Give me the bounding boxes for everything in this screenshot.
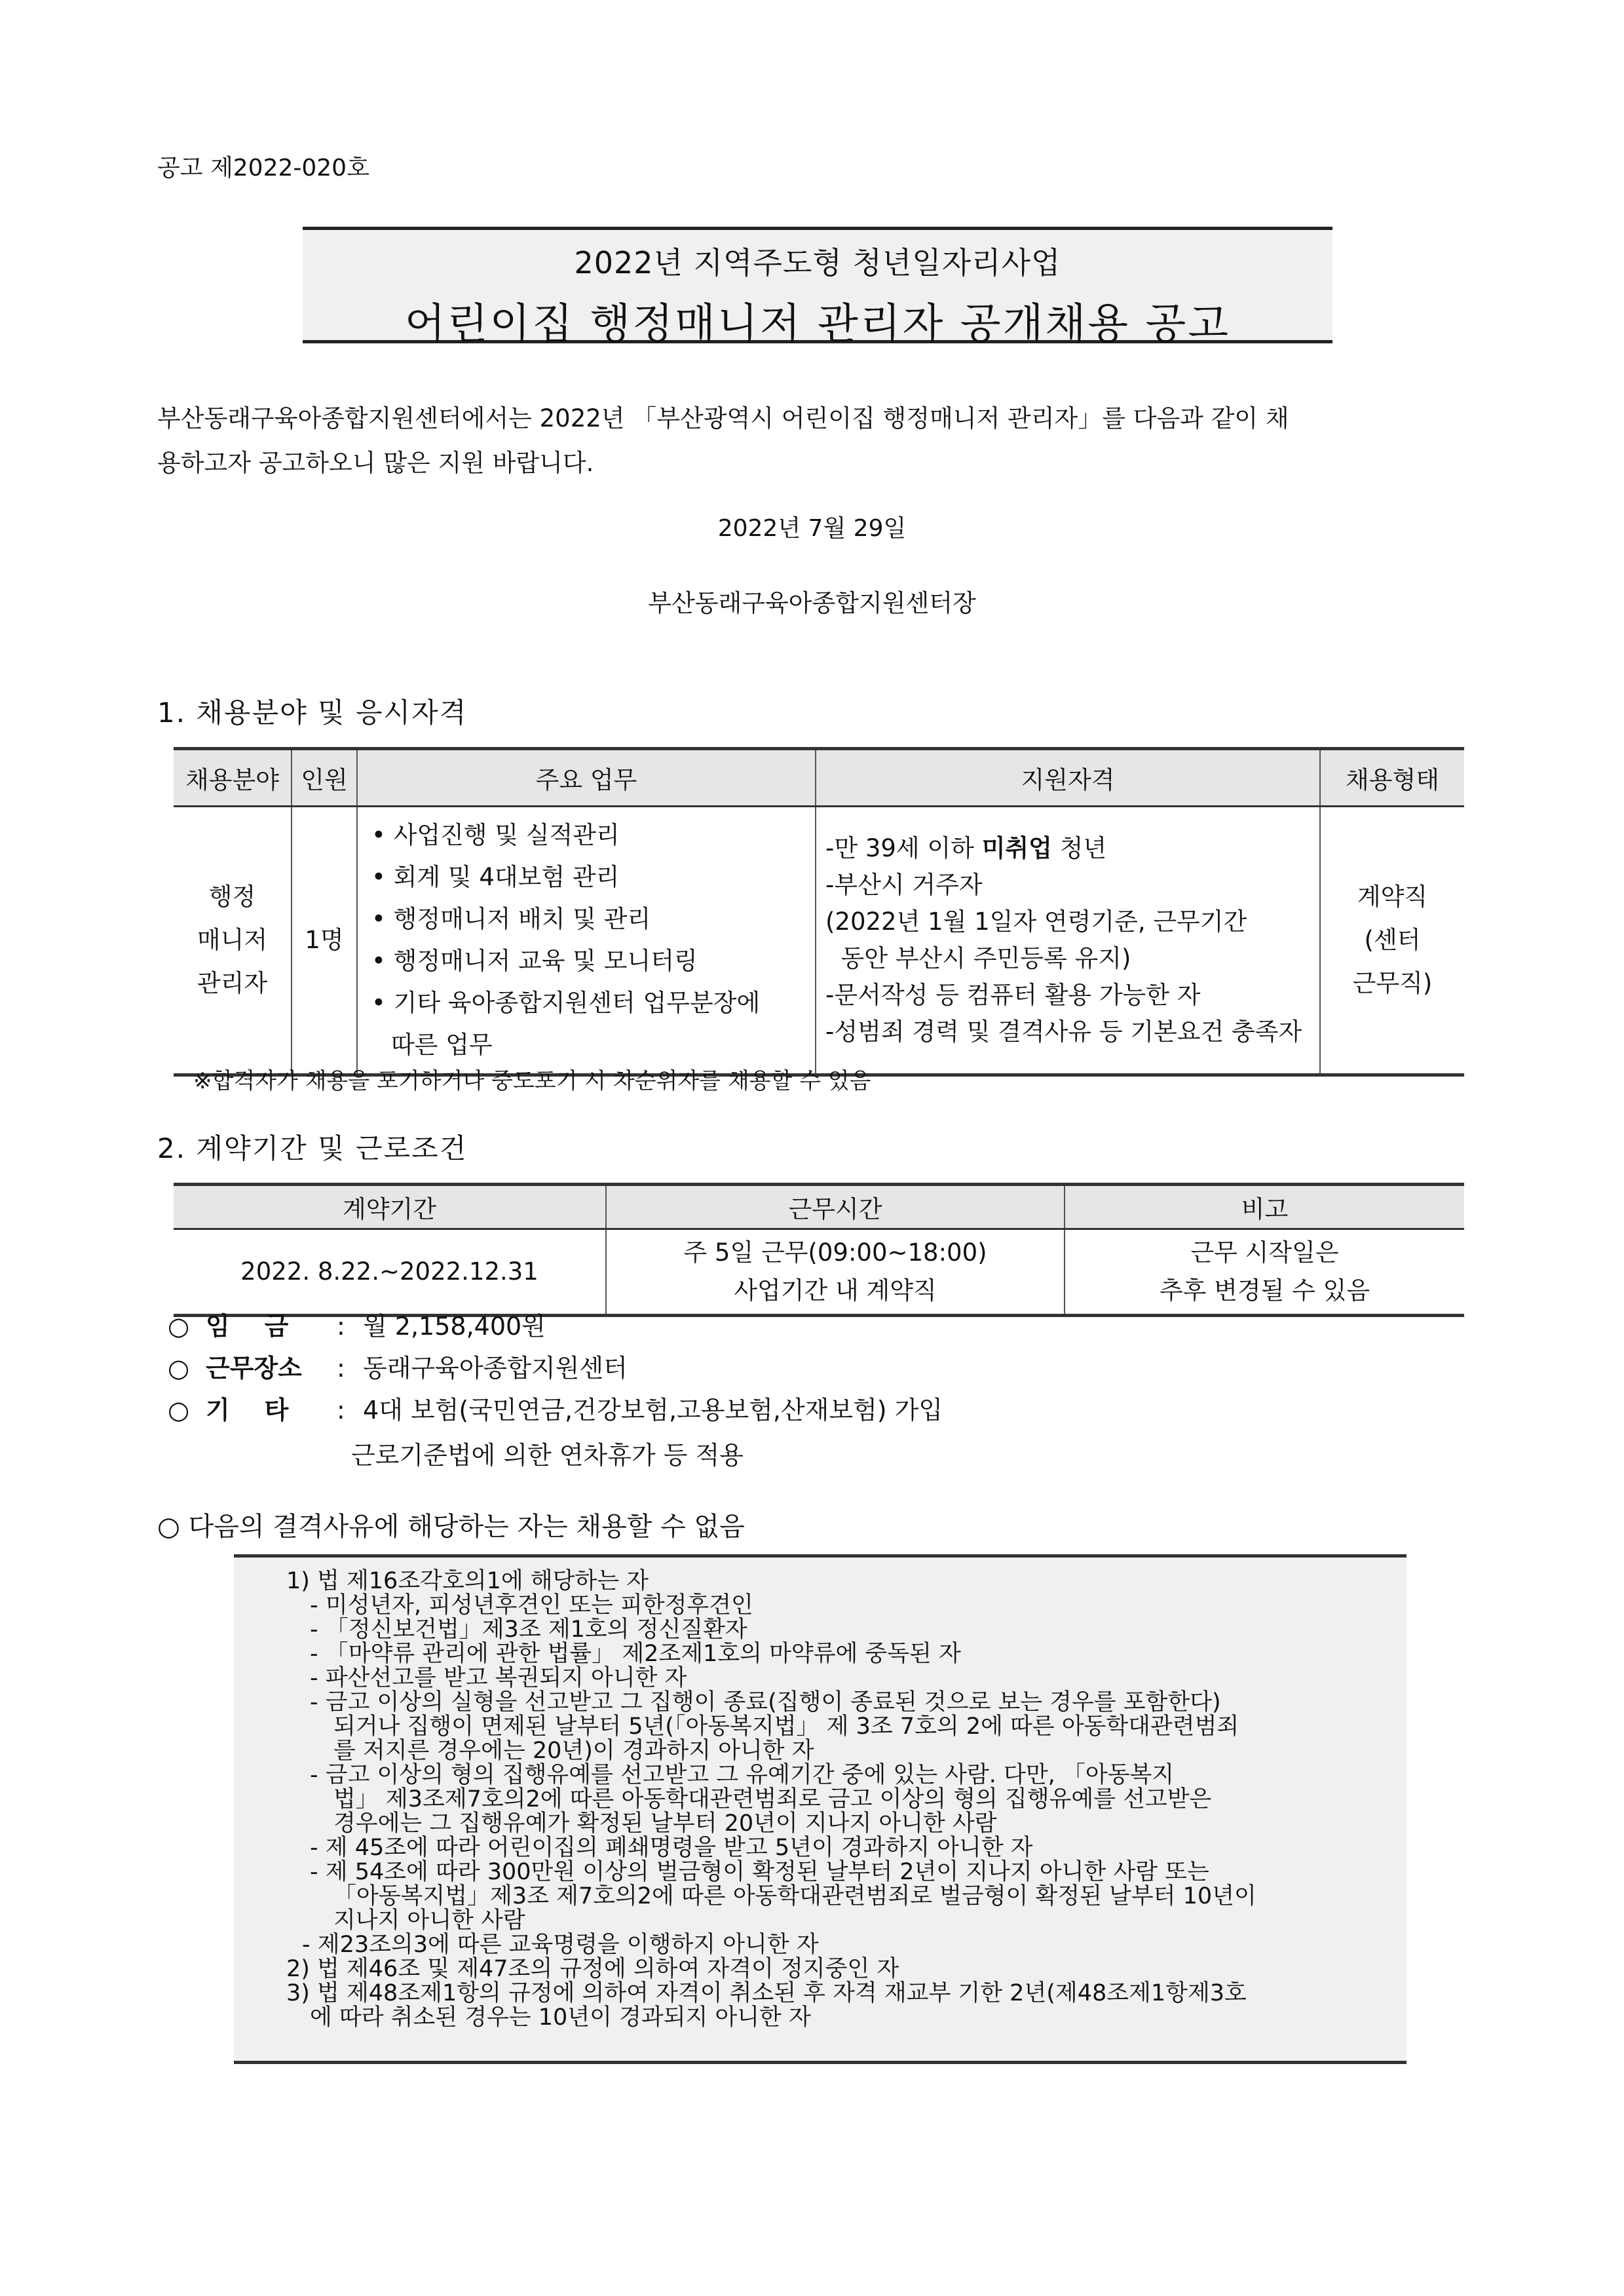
section-1-heading: 1. 채용분야 및 응시자격 bbox=[157, 697, 468, 729]
circle-bullet: ○ bbox=[168, 1354, 190, 1383]
list-item: • 회계 및 4대보험 관리 bbox=[371, 863, 620, 891]
circle-bullet: ○ bbox=[168, 1396, 190, 1425]
condition-other bbox=[168, 1391, 943, 1429]
notice-number: 공고 제2022-020호 bbox=[157, 155, 369, 182]
qual-bold: 미취업 bbox=[981, 834, 1052, 862]
condition-label: 임 금 bbox=[206, 1312, 289, 1341]
qualification-line: -문서작성 등 컴퓨터 활용 가능한 자 bbox=[825, 981, 1201, 1009]
colon: : bbox=[337, 1312, 345, 1341]
intro-line-1: 부산동래구육아종합지원센터에서는 2022년 「부산광역시 어린이집 행정매니저 관리자」를 다음과 같이 채 bbox=[157, 404, 1289, 432]
header-count: 인원 bbox=[292, 749, 357, 807]
list-item: • 기타 육아종합지원센터 업무분장에 bbox=[371, 989, 761, 1017]
recruitment-table bbox=[174, 747, 1464, 1077]
title-box bbox=[303, 227, 1332, 349]
disq-line: - 「정신보건법」제3조 제1호의 정신질환자 bbox=[310, 1617, 747, 1643]
section-2-heading: 2. 계약기간 및 근로조건 bbox=[157, 1132, 468, 1164]
disq-line: - 제 45조에 따라 어린이집의 폐쇄명령을 받고 5년이 경과하지 아니한 자 bbox=[310, 1835, 1033, 1861]
header-field: 채용분야 bbox=[174, 749, 292, 807]
disqualification-heading: ○ 다음의 결격사유에 해당하는 자는 채용할 수 없음 bbox=[157, 1512, 745, 1542]
type-line: 계약직 bbox=[1357, 883, 1428, 911]
field-line: 행정 bbox=[208, 883, 256, 911]
disq-line: - 「마약류 관리에 관한 법률」 제2조제1호의 마약류에 중독된 자 bbox=[310, 1641, 961, 1667]
condition-label: 근무장소 bbox=[206, 1354, 302, 1383]
header-qualifications: 지원자격 bbox=[816, 749, 1320, 807]
qualification-line: 동안 부산시 주민등록 유지) bbox=[825, 944, 1131, 972]
disq-line: 지나지 아니한 사람 bbox=[333, 1907, 525, 1934]
header-remarks: 비고 bbox=[1065, 1185, 1464, 1229]
remarks-line: 근무 시작일은 bbox=[1190, 1238, 1339, 1267]
list-item: • 행정매니저 배치 및 관리 bbox=[371, 905, 651, 933]
page-title: 어린이집 행정매니저 관리자 공개채용 공고 bbox=[404, 300, 1231, 349]
disq-line: - 파산선고를 받고 복권되지 아니한 자 bbox=[310, 1665, 687, 1691]
disq-line: 되거나 집행이 면제된 날부터 5년(「아동복지법」 제 3조 7호의 2에 따른 아동학대관련범죄 bbox=[333, 1713, 1239, 1740]
disq-line: 를 저지른 경우에는 20년)이 경과하지 아니한 자 bbox=[333, 1738, 814, 1764]
disq-line: 경우에는 그 집행유예가 확정된 날부터 20년이 지나지 아니한 사람 bbox=[333, 1810, 997, 1837]
cell-count: 1명 bbox=[292, 807, 357, 1075]
cell-employment-type bbox=[1320, 807, 1464, 1075]
list-item: 따른 업무 bbox=[391, 1031, 493, 1059]
qualification-line: -성범죄 경력 및 결격사유 등 기본요건 충족자 bbox=[825, 1018, 1302, 1046]
qualification-line bbox=[825, 830, 1313, 867]
list-item: • 사업진행 및 실적관리 bbox=[371, 821, 620, 849]
condition-value: 4대 보험(국민연금,건강보험,고용보험,산재보험) 가입 bbox=[363, 1396, 943, 1425]
colon: : bbox=[337, 1396, 345, 1425]
type-line: (센터 bbox=[1364, 926, 1421, 954]
disq-line: - 금고 이상의 형의 집행유예를 선고받고 그 유예기간 중에 있는 사람. 다만, 「아동복지 bbox=[310, 1762, 1175, 1788]
disq-line: 에 따라 취소된 경우는 10년이 경과되지 아니한 자 bbox=[310, 2004, 811, 2031]
title-subtitle: 2022년 지역주도형 청년일자리사업 bbox=[574, 245, 1061, 280]
remarks-line: 추후 변경될 수 있음 bbox=[1159, 1276, 1370, 1305]
field-line: 매니저 bbox=[197, 926, 268, 954]
sender: 부산동래구육아종합지원센터장 bbox=[648, 589, 976, 617]
disq-line: 3) 법 제48조제1항의 규정에 의하여 자격이 취소된 후 자격 재교부 기한 2년(제48조제1항제3호 bbox=[286, 1980, 1247, 2006]
colon: : bbox=[337, 1354, 345, 1383]
cell-field bbox=[174, 807, 292, 1075]
cell-hours bbox=[606, 1229, 1065, 1316]
qualification-line: (2022년 1월 1일자 연령기준, 근무기간 bbox=[825, 908, 1247, 936]
disq-line: 법」 제3조제7호의2에 따른 아동학대관련범죄로 금고 이상의 형의 집행유예를 선고받은 bbox=[333, 1786, 1212, 1812]
condition-label: 기 타 bbox=[206, 1396, 289, 1425]
disq-line: 「아동복지법」제3조 제7호의2에 따른 아동학대관련범죄로 벌금형이 확정된 날부터 10년이 bbox=[333, 1883, 1256, 1909]
header-hours: 근무시간 bbox=[606, 1185, 1065, 1229]
header-period: 계약기간 bbox=[174, 1185, 606, 1229]
condition-value: 동래구육아종합지원센터 bbox=[363, 1354, 628, 1383]
cell-duties bbox=[357, 807, 816, 1075]
disq-line: - 제 54조에 따라 300만원 이상의 벌금형이 확정된 날부터 2년이 지나지 아니한 사람 또는 bbox=[310, 1859, 1209, 1885]
disq-line: 1) 법 제16조각호의1에 해당하는 자 bbox=[286, 1568, 649, 1594]
header-employment-type: 채용형태 bbox=[1320, 749, 1464, 807]
disq-line: - 미성년자, 피성년후견인 또는 피한정후견인 bbox=[310, 1592, 753, 1618]
disq-line: - 금고 이상의 실형을 선고받고 그 집행이 종료(집행이 종료된 것으로 보는 경우를 포함한다) bbox=[310, 1689, 1221, 1715]
qual-text: -만 39세 이하 bbox=[825, 834, 982, 862]
contract-table bbox=[174, 1183, 1464, 1317]
condition-value: 월 2,158,400원 bbox=[363, 1312, 546, 1341]
hours-line: 사업기간 내 계약직 bbox=[734, 1276, 937, 1305]
disq-line: - 제23조의3에 따른 교육명령을 이행하지 아니한 자 bbox=[302, 1932, 819, 1958]
cell-period: 2022. 8.22.~2022.12.31 bbox=[174, 1229, 606, 1316]
type-line: 근무직) bbox=[1352, 969, 1433, 997]
field-line: 관리자 bbox=[197, 969, 268, 997]
circle-bullet: ○ bbox=[168, 1312, 190, 1341]
hours-line: 주 5일 근무(09:00~18:00) bbox=[683, 1238, 987, 1267]
cell-remarks bbox=[1065, 1229, 1464, 1316]
cell-qualifications bbox=[816, 807, 1320, 1075]
header-duties: 주요 업무 bbox=[357, 749, 816, 807]
intro-line-2: 용하고자 공고하오니 많은 지원 바랍니다. bbox=[157, 449, 594, 477]
condition-other-extra: 근로기준법에 의한 연차휴가 등 적용 bbox=[351, 1441, 744, 1470]
notice-date: 2022년 7월 29일 bbox=[717, 515, 907, 542]
intro-paragraph bbox=[157, 396, 1481, 486]
qual-text: 청년 bbox=[1051, 834, 1107, 862]
condition-wage bbox=[168, 1307, 546, 1345]
duties-list bbox=[358, 808, 814, 1073]
disqualification-box bbox=[234, 1554, 1407, 2064]
recruitment-note: ※합격자가 채용을 포기하거나 중도포기 시 차순위자를 채용할 수 있음 bbox=[193, 1068, 871, 1094]
list-item: • 행정매니저 교육 및 모니터링 bbox=[371, 947, 698, 975]
qualification-line: -부산시 거주자 bbox=[825, 871, 983, 899]
disq-line: 2) 법 제46조 및 제47조의 규정에 의하여 자격이 정지중인 자 bbox=[286, 1956, 899, 1982]
condition-workplace bbox=[168, 1349, 628, 1387]
